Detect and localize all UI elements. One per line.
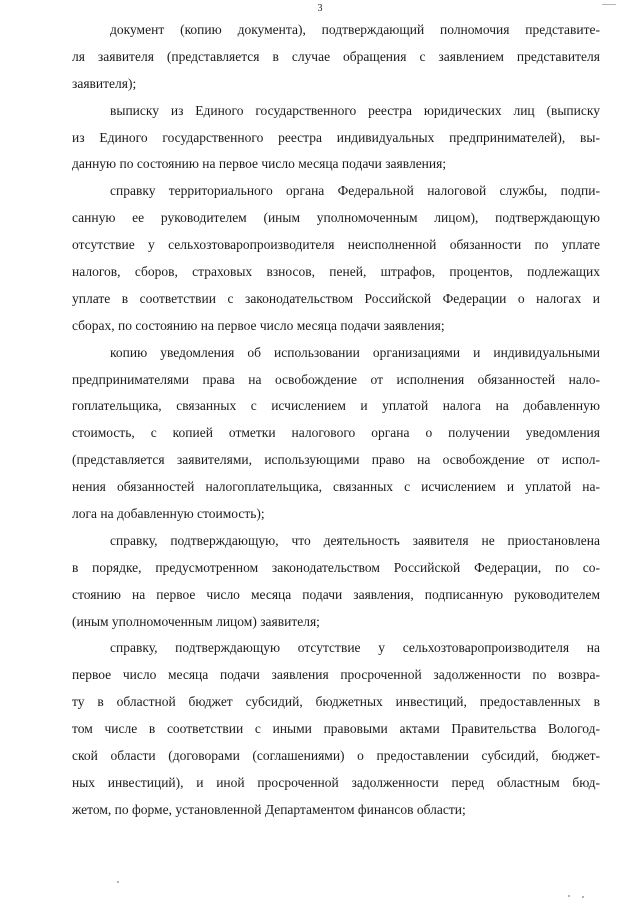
paragraph-registry-extract (72, 98, 600, 179)
text-line: жетом, по форме, установленной Департаментом финансов области; (72, 801, 466, 817)
text-line: налогов, сборов, страховых взносов, пеней, штрафов, процентов, подлежащих (72, 264, 600, 280)
text-line: уплате в соответствии с законодательством Российской Федерации о налогах и (72, 290, 600, 306)
text-line: справку территориального органа Федеральной налоговой службы, подпи- (110, 183, 600, 199)
text-line: первое число месяца подачи заявления просроченной задолженности по возвра- (72, 667, 600, 683)
page-number: 3 (317, 3, 323, 14)
document-body (72, 17, 600, 824)
paragraph-vat-exemption-notice (72, 340, 600, 528)
text-line: копию уведомления об использовании организациями и индивидуальными (110, 344, 600, 360)
paragraph-representative-document (72, 17, 600, 98)
scan-speck (568, 895, 570, 897)
text-line: (представляется заявителями, использующими право на освобождение от испол- (72, 452, 600, 468)
text-line: заявителя); (72, 75, 137, 91)
text-line: том числе в соответствии с иными правовыми актами Правительства Вологод- (72, 721, 600, 737)
text-line: в порядке, предусмотренном законодательством Российской Федерации, по со- (72, 559, 600, 575)
text-line: ской области (договорами (соглашениями) о предоставлении субсидий, бюджет- (72, 748, 600, 764)
text-line: лога на добавленную стоимость); (72, 506, 265, 522)
text-line: санную ее руководителем (иным уполномоченным лицом), подтверждающую (72, 210, 600, 226)
text-line: сборах, по состоянию на первое число месяца подачи заявления; (72, 317, 445, 333)
text-line: стоимость, с копией отметки налогового органа о получении уведомления (72, 425, 600, 441)
text-line: справку, подтверждающую, что деятельность заявителя не приостановлена (110, 532, 600, 548)
text-line: справку, подтверждающую отсутствие у сельхозтоваропроизводителя на (110, 640, 600, 656)
text-line: (иным уполномоченным лицом) заявителя; (72, 613, 320, 629)
text-line: стоянию на первое число месяца подачи заявления, подписанную руководителем (72, 586, 600, 602)
text-line: выписку из Единого государственного реестра юридических лиц (выписку (110, 102, 600, 118)
scan-speck (582, 896, 584, 898)
text-line: документ (копию документа), подтверждающий полномочия представите- (110, 22, 600, 37)
text-line: данную по состоянию на первое число месяца подачи заявления; (72, 156, 447, 172)
text-line: ных инвестиций), и иной просроченной задолженности перед областным бюд- (72, 774, 600, 790)
text-line: предпринимателями права на освобождение от исполнения обязанностей нало- (72, 371, 600, 387)
paragraph-no-overdue-debt (72, 635, 600, 823)
text-line: из Единого государственного реестра индивидуальных предпринимателей), вы- (72, 129, 600, 145)
text-line: гоплательщика, связанных с исчислением и уплатой налога на добавленную (72, 398, 600, 414)
text-line: ту в областной бюджет субсидий, бюджетных инвестиций, предоставленных в (72, 694, 600, 710)
text-line: нения обязанностей налогоплательщика, связанных с исчислением и уплатой на- (72, 479, 600, 495)
text-line: отсутствие у сельхозтоваропроизводителя неисполненной обязанности по уплате (72, 237, 600, 253)
paragraph-activity-not-suspended (72, 528, 600, 636)
text-line: ля заявителя (представляется в случае обращения с заявлением представителя (72, 48, 600, 64)
paragraph-tax-certificate (72, 178, 600, 339)
scan-speck (117, 881, 119, 883)
